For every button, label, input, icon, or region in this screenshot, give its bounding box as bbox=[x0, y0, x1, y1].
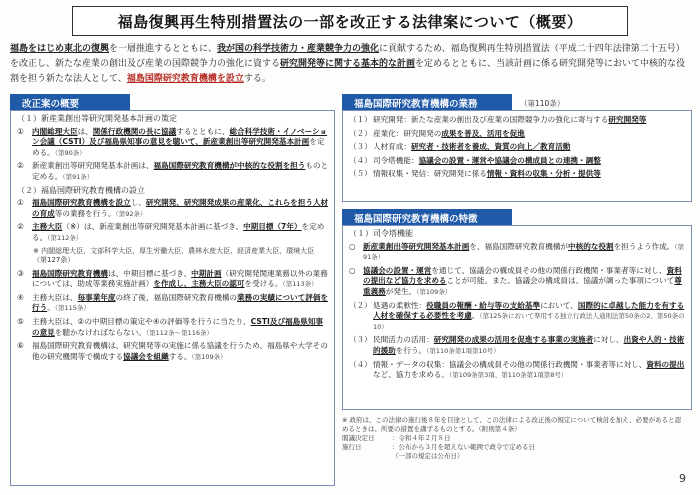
intro-text-4: に貢献するため、福島復興再生特別措置法（平成二十四年法律第二十五号）を改正し、新たな産業の創出及び産業の国際競争力の強化に資する bbox=[10, 44, 685, 69]
item-number: ④ bbox=[17, 292, 24, 302]
list-item bbox=[349, 266, 687, 298]
effective-value: ：公布から３月を超えない範囲で政令で定める日 bbox=[392, 443, 535, 451]
item-emphasis: 中期目標（7年） bbox=[243, 222, 302, 232]
item-emphasis: 情報・資料の収集・分析・提供等 bbox=[486, 169, 601, 179]
item-emphasis: 中核的な役割 bbox=[568, 241, 614, 251]
item-emphasis: 主務大臣 bbox=[32, 222, 63, 232]
item-text: ものと定める。 bbox=[32, 161, 329, 181]
item-emphasis: 協議会の設置・運営や協議会の構成員との連携・調整 bbox=[418, 155, 601, 165]
effective-date-sub-row bbox=[342, 452, 687, 461]
item-emphasis: 新産業創出等研究開発基本計画 bbox=[363, 241, 470, 251]
item-text: 福島国際研究教育機構は、研究開発等の実施に係る協議を行うため、福島県や大学その他の研究機関等で構成する bbox=[32, 341, 328, 361]
item-number: ② bbox=[17, 222, 24, 232]
item-emphasis: 資料の提出など協力を求める bbox=[363, 265, 682, 286]
left-column bbox=[10, 94, 335, 485]
item-emphasis: 福島国際研究教育機構 bbox=[32, 268, 108, 278]
item-text: など、協力を求める。 bbox=[373, 370, 449, 380]
bullet-icon: ○ bbox=[349, 241, 356, 251]
item-emphasis: を作成し、主務大臣の認可 bbox=[153, 279, 245, 289]
intro-text-2: を一層推進するとともに、 bbox=[109, 44, 218, 54]
section-institute-heading: （２）福島国際研究教育機構の設立 bbox=[17, 185, 145, 195]
item-emphasis: 福島国際研究教育機構が中核的な役割を担う bbox=[153, 161, 306, 171]
list-item bbox=[349, 301, 687, 333]
intro-text-8: する。 bbox=[243, 74, 271, 84]
intro-text-6: を定めるとともに、当該計画に係る研究開発等において中核的な役割を担う新たな法人として、 bbox=[10, 59, 686, 84]
item-emphasis: 研究開発の成果の活用を促進する事業の実施者 bbox=[433, 335, 594, 345]
article-ref: （第125条において準用する独立行政法人通則法第50条の2、第50条の10） bbox=[373, 312, 685, 331]
item-text: 。 bbox=[471, 311, 480, 321]
item-number: ① bbox=[17, 126, 24, 136]
item-emphasis: 役職員の報酬・給与等の支給基準 bbox=[426, 300, 541, 310]
item-number: （２） bbox=[349, 300, 372, 310]
item-text: 情報収集・発信：研究開発に係る bbox=[373, 169, 487, 179]
business-panel bbox=[342, 110, 692, 202]
footer-notes bbox=[342, 416, 687, 461]
item-emphasis: 国際的に卓越した能力を有する人材を確保する必要性を考慮 bbox=[373, 300, 685, 321]
intro-emphasis-3: 我が国の科学技術力・産業競争力の強化 bbox=[217, 44, 380, 54]
item-emphasis: 出資や人的・技術的援助 bbox=[373, 335, 685, 355]
item-text: は、 bbox=[77, 126, 93, 136]
overview-header: 改正案の概要 bbox=[10, 94, 130, 111]
article-ref: （第109条） bbox=[416, 287, 452, 296]
list-item bbox=[17, 161, 330, 182]
item-text: の終了後、福島国際研究教育機構の bbox=[115, 292, 238, 302]
item-emphasis: 中期計画 bbox=[191, 268, 222, 278]
item-text: 民間活力の活用： bbox=[373, 335, 434, 345]
item-text: する。 bbox=[168, 351, 192, 361]
article-ref: （第109条） bbox=[191, 352, 227, 361]
item-emphasis: 協議会の設置・運営 bbox=[363, 265, 432, 275]
item-emphasis: 福島国際研究教育機構を設立 bbox=[32, 198, 131, 208]
article-ref: （第91条） bbox=[62, 172, 94, 181]
item-text: 等の業務を行う。 bbox=[54, 208, 116, 218]
item-number: ⑤ bbox=[17, 316, 24, 326]
item-number: （３） bbox=[349, 142, 372, 152]
list-item bbox=[349, 360, 687, 381]
item-number: （５） bbox=[349, 169, 372, 179]
article-ref: （第91条） bbox=[363, 242, 685, 262]
article-ref: （第90条） bbox=[54, 148, 86, 157]
item-text: において、 bbox=[540, 300, 578, 310]
item-text: 主務大臣は、 bbox=[32, 292, 78, 302]
effective-date-row bbox=[342, 443, 687, 452]
list-item bbox=[17, 198, 330, 219]
features-panel bbox=[342, 225, 692, 410]
item-number: （３） bbox=[349, 335, 372, 345]
article-ref: （第115条） bbox=[54, 304, 90, 313]
page-title: 福島復興再生特別措置法の一部を改正する法律案について（概要） bbox=[72, 6, 628, 36]
item-text: するとともに、 bbox=[176, 126, 230, 136]
item-emphasis: 研究者・技術者を養成、資質の向上／教育活動 bbox=[410, 142, 571, 152]
item-text: を、福島国際研究教育機構が bbox=[469, 241, 569, 251]
cabinet-decision-row bbox=[342, 434, 687, 443]
item-emphasis: 毎事業年度 bbox=[77, 292, 116, 302]
item-number: （４） bbox=[349, 359, 372, 369]
decided-label: 閣議決定日 bbox=[342, 434, 375, 442]
article-ref: （第109条第3項、第110条第1項第8号） bbox=[448, 371, 568, 380]
item-number: ③ bbox=[17, 268, 24, 278]
item-emphasis: 協議会を組織 bbox=[123, 351, 169, 361]
item-emphasis: 総合科学技術・イノベーション会議（CSTI）及び福島県知事の意見を聴いて、新産業創出等研究開発基本計画 bbox=[32, 126, 328, 147]
item-text: を通じて、協議会の構成員その他の関係行政機関・事業者等に対し、 bbox=[431, 265, 667, 275]
item-text: を定める。 bbox=[32, 222, 325, 242]
item-emphasis: CSTI及び福島県知事の意見 bbox=[32, 316, 324, 337]
business-header: 福島国際研究教育機構の業務 bbox=[342, 94, 512, 111]
item-text: を聴かなければならない。 bbox=[54, 327, 146, 337]
item-emphasis: 業務の実績について評価を行う bbox=[32, 292, 329, 313]
features-header: 福島国際研究教育機構の特徴 bbox=[342, 209, 512, 226]
item-text: 産業化：研究開発の bbox=[373, 128, 442, 138]
intro-paragraph bbox=[10, 42, 690, 87]
item-emphasis: 尊重義務 bbox=[363, 276, 682, 296]
item-text: が発生。 bbox=[385, 286, 417, 296]
intro-emphasis-5: 研究開発等に関する基本的な計画 bbox=[280, 59, 416, 69]
right-column bbox=[342, 94, 692, 485]
list-item bbox=[349, 115, 687, 126]
item-text: 。 bbox=[47, 303, 55, 313]
item-emphasis: 関係行政機関の長に協議 bbox=[92, 126, 177, 136]
item-emphasis: 資料の提出 bbox=[646, 359, 685, 369]
item-text: し、 bbox=[130, 198, 146, 208]
list-item bbox=[349, 129, 687, 140]
intro-emphasis-7: 福島国際研究教育機構を設立 bbox=[126, 74, 244, 84]
intro-emphasis-1: 福島をはじめ東北の復興 bbox=[10, 44, 110, 54]
list-item bbox=[349, 169, 687, 180]
item-text: を行う。 bbox=[395, 345, 427, 355]
list-item bbox=[349, 142, 687, 153]
list-item bbox=[17, 269, 330, 290]
item-number: （１） bbox=[349, 115, 372, 124]
item-emphasis: 研究開発、研究開発成果の産業化、これらを担う人材の育成 bbox=[32, 198, 329, 218]
item-text: に対し、 bbox=[593, 335, 624, 345]
list-item bbox=[17, 317, 330, 338]
item-text: 人材育成： bbox=[373, 142, 411, 152]
item-text: 主務大臣は、②の中期目標の策定や④の評価等を行うに当たり、 bbox=[32, 316, 251, 326]
bullet-icon: ○ bbox=[349, 265, 356, 275]
overview-panel bbox=[10, 110, 335, 486]
effective-value-sub: （一部の規定は公布日） bbox=[392, 452, 464, 460]
article-ref: （第112条〜第116条） bbox=[145, 328, 213, 337]
item-text: （研究開発関連業務以外の業務については、助成等業務実施計画） bbox=[32, 268, 328, 289]
item-text: ことが可能。また、協議会の構成員は、協議が調った事項について bbox=[446, 276, 675, 286]
item-text: 司令塔機能： bbox=[373, 155, 419, 165]
list-item bbox=[17, 341, 330, 362]
page-number: 9 bbox=[679, 472, 686, 485]
ministers-note: ※ 内閣総理大臣、文部科学大臣、厚生労働大臣、農林水産大臣、経済産業大臣、環境大臣（第127条） bbox=[33, 246, 315, 265]
item-text: を定める。 bbox=[32, 137, 325, 157]
list-item bbox=[17, 127, 330, 159]
list-item bbox=[17, 293, 330, 314]
item-number: （４） bbox=[349, 155, 372, 165]
item-number: ① bbox=[17, 198, 24, 208]
feature-command-heading: （１）司令塔機能 bbox=[349, 229, 413, 238]
item-number: ⑥ bbox=[17, 341, 24, 351]
item-text: は、中期目標に基づき、 bbox=[107, 268, 192, 278]
item-text: （※）は、新産業創出等研究開発基本計画に基づき、 bbox=[62, 222, 244, 232]
review-note: ※ 政府は、この法律の施行後８年を目途として、この法律による改正後の規定について検討を加え、必要があると認めるときは、所要の措置を講ずるものとする。（附則第４条） bbox=[342, 416, 682, 433]
article-ref: （第110条第1項第10号） bbox=[426, 346, 500, 355]
item-emphasis: 内閣総理大臣 bbox=[32, 126, 78, 136]
list-item bbox=[349, 242, 687, 263]
item-number: （２） bbox=[349, 128, 372, 138]
item-emphasis: 研究開発等 bbox=[608, 115, 647, 124]
item-text: 新産業創出等研究開発基本計画は、 bbox=[32, 161, 154, 171]
item-emphasis: 成果を普及、活用を促進 bbox=[441, 128, 525, 138]
item-text: 処遇の柔軟性： bbox=[373, 300, 427, 310]
list-item bbox=[17, 222, 330, 243]
item-text: 研究開発：新たな産業の創出及び産業の国際競争力の強化に寄与する bbox=[373, 115, 609, 124]
list-item bbox=[349, 335, 687, 356]
article-ref: （第113条） bbox=[282, 280, 318, 289]
list-item bbox=[349, 156, 687, 167]
item-text: を受ける。 bbox=[244, 279, 283, 289]
decided-value: ：令和４年２月８日 bbox=[392, 434, 451, 442]
item-text: を担うよう作成。 bbox=[613, 241, 675, 251]
item-text: 情報・データの収集：協議会の構成員その他の関係行政機関・事業者等に対し、 bbox=[373, 359, 647, 369]
section-basic-plan-heading: （１）新産業創出等研究開発基本計画の策定 bbox=[17, 114, 177, 123]
effective-label: 施行日 bbox=[342, 443, 362, 451]
item-number: ② bbox=[17, 161, 24, 171]
article-ref: （第92条） bbox=[115, 209, 147, 218]
business-article-ref: （第110条） bbox=[520, 99, 565, 108]
article-ref: （第112条） bbox=[47, 233, 83, 242]
